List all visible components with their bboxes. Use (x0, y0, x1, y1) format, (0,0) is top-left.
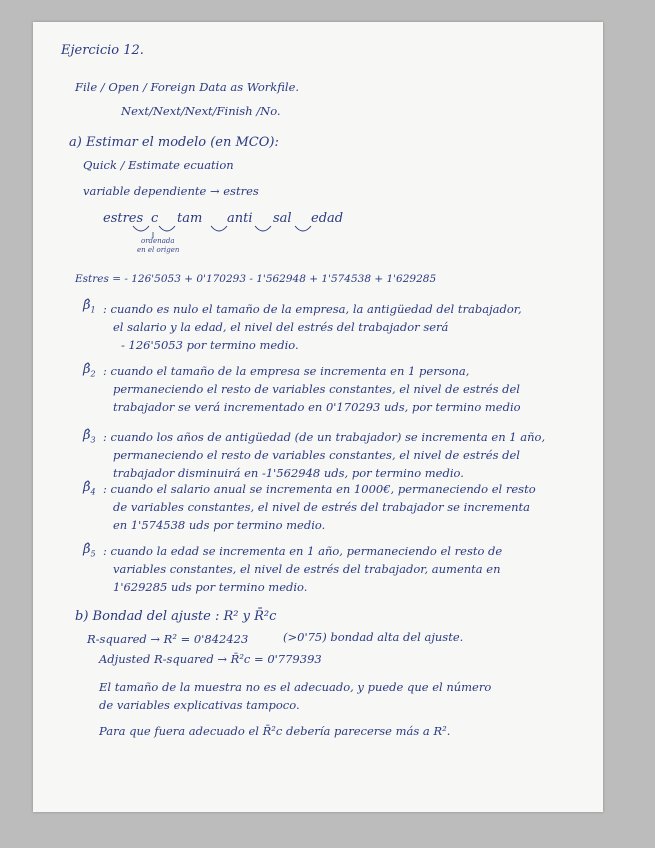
beta-5-symbol: $\betâ_5$ (83, 542, 96, 559)
beta-4-symbol: $\betâ_4$ (83, 480, 96, 497)
r-squared-note: (>0'75) bondad alta del ajuste. (283, 630, 464, 644)
r-squared-line: R-squared → R² = 0'842423 (87, 632, 249, 646)
beta-4-line-1: : cuando el salario anual se incrementa en 1000€, permaneciendo el resto (103, 482, 536, 496)
steps-line-2: Next/Next/Next/Finish /No. (121, 104, 281, 118)
estimated-equation: Estres = - 126'5053 + 0'170293 - 1'562948 + 1'574538 + 1'629285 (75, 273, 437, 285)
adjusted-r-squared-line: Adjusted R-squared → R̄²c = 0'779393 (99, 652, 322, 666)
steps-line-1: File / Open / Foreign Data as Workfile. (75, 80, 300, 94)
beta-1-line-1: : cuando es nulo el tamaño de la empresa, la antigüedad del trabajador, (103, 302, 522, 316)
beta-5-line-2: variables constantes, el nivel de estrés del trabajador, aumenta en (113, 562, 501, 576)
beta-5-line-1: : cuando la edad se incrementa en 1 año, permaneciendo el resto de (103, 544, 503, 558)
part-a-heading: a) Estimar el modelo (en MCO): (69, 135, 279, 150)
beta-3-line-2: permaneciendo el resto de variables constantes, el nivel de estrés del (113, 448, 520, 462)
beta-5-line-3: 1'629285 uds por termino medio. (113, 580, 308, 594)
var-sal: sal (273, 211, 292, 226)
beta-3-line-3: trabajador disminuirá en -1'562948 uds, por termino medio. (113, 466, 464, 480)
conclusion-line-3: Para que fuera adecuado el R̄²c debería parecerse más a R². (99, 724, 451, 738)
part-a-line-2: variable dependiente → estres (83, 184, 259, 198)
beta-4-line-3: en 1'574538 uds por termino medio. (113, 518, 326, 532)
var-tam: tam (177, 211, 203, 226)
part-a-line-1: Quick / Estimate ecuation (83, 158, 234, 172)
beta-1-line-2: el salario y la edad, el nivel del estrés del trabajador será (113, 320, 449, 334)
var-c: c (151, 211, 159, 226)
beta-1-line-3: - 126'5053 por termino medio. (121, 338, 299, 352)
intercept-note-2: en el origen (137, 246, 180, 254)
var-edad: edad (311, 211, 344, 226)
var-estres: estres (103, 211, 144, 226)
conclusion-line-1: El tamaño de la muestra no es el adecuado, y puede que el número (99, 680, 492, 694)
beta-2-line-2: permaneciendo el resto de variables constantes, el nivel de estrés del (113, 382, 520, 396)
beta-2-line-3: trabajador se verá incrementado en 0'170293 uds, por termino medio (113, 400, 521, 414)
exercise-title: Ejercicio 12. (61, 43, 144, 58)
beta-3-symbol: $\betâ_3$ (83, 428, 96, 445)
beta-3-line-1: : cuando los años de antigüedad (de un trabajador) se incrementa en 1 año, (103, 430, 546, 444)
var-anti: anti (227, 211, 253, 226)
beta-2-line-1: : cuando el tamaño de la empresa se incrementa en 1 persona, (103, 364, 470, 378)
beta-2-symbol: $\betâ_2$ (83, 362, 96, 379)
part-b-heading: b) Bondad del ajuste : R² y R̄²c (75, 609, 277, 624)
notebook-page (33, 22, 603, 812)
intercept-note-1: ordenada (141, 237, 175, 245)
conclusion-line-2: de variables explicativas tampoco. (99, 698, 300, 712)
beta-4-line-2: de variables constantes, el nivel de estrés del trabajador se incrementa (113, 500, 531, 514)
beta-1-symbol: $\betâ_1$ (83, 298, 96, 315)
